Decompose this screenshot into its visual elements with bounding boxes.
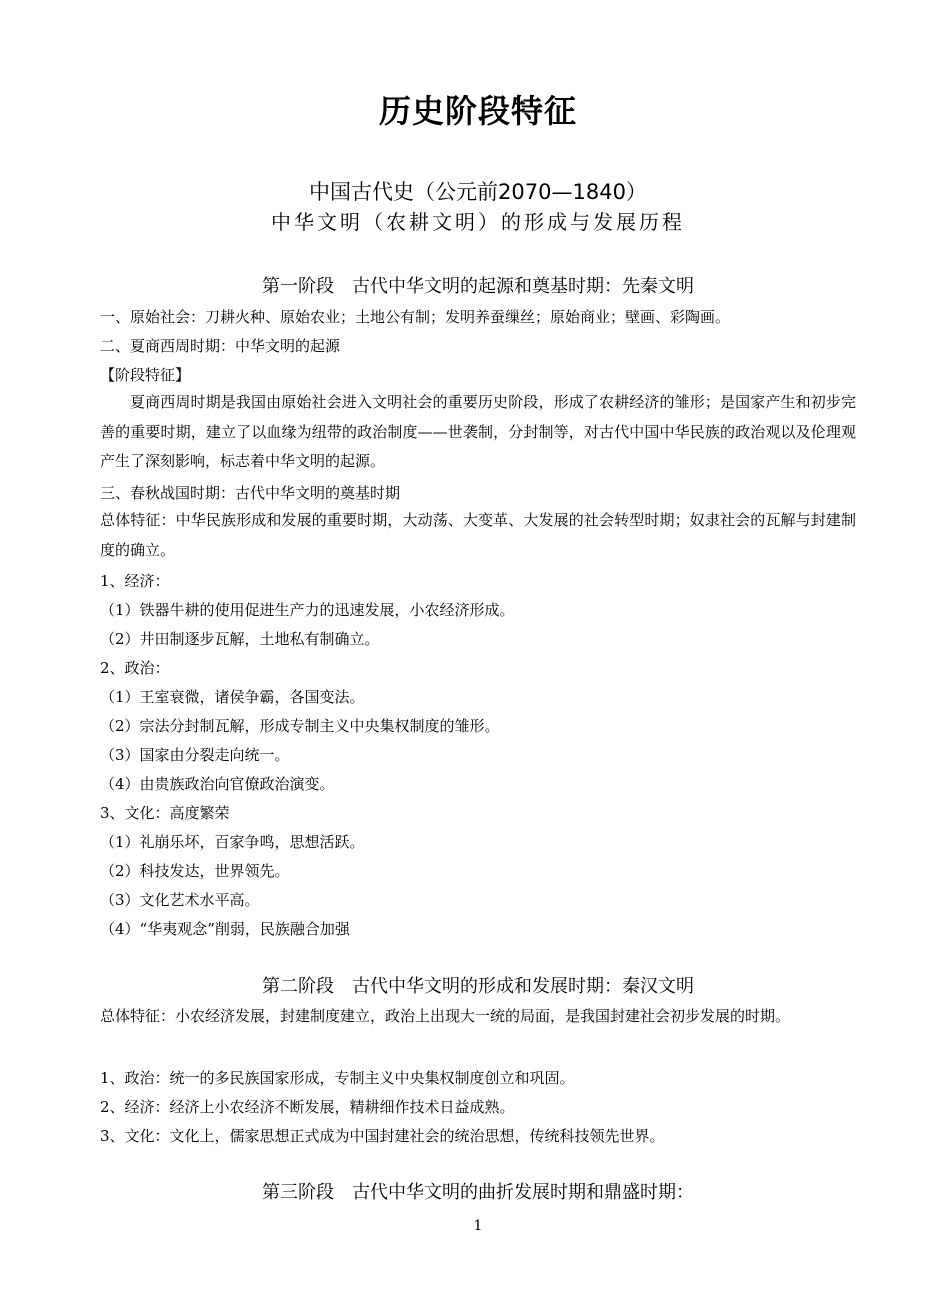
stage1-heading: 第一阶段 古代中华文明的起源和奠基时期：先秦文明 — [262, 276, 694, 297]
list-item: （2）宗法分封制瓦解，形成专制主义中央集权制度的雏形。 — [100, 717, 500, 735]
list-item: 2、经济：经济上小农经济不断发展，精耕细作技术日益成熟。 — [100, 1098, 515, 1116]
document-title: 历史阶段特征 — [378, 92, 577, 130]
page-number: 1 — [473, 1218, 483, 1234]
list-item: （1）礼崩乐坏，百家争鸣，思想活跃。 — [100, 833, 365, 851]
list-item: 3、文化：文化上，儒家思想正式成为中国封建社会的统治思想，传统科技领先世界。 — [100, 1127, 665, 1145]
stage3-heading: 第三阶段 古代中华文明的曲折发展时期和鼎盛时期： — [262, 1182, 694, 1203]
stage-feature-label: 【阶段特征】 — [100, 366, 191, 384]
list-item: （2）井田制逐步瓦解，土地私有制确立。 — [100, 630, 380, 648]
era-heading: 中国古代史（公元前2070—1840） — [309, 180, 647, 204]
list-item: （4）由贵族政治向官僚政治演变。 — [100, 775, 335, 793]
stage2-overall-feature: 总体特征：小农经济发展，封建制度建立，政治上出现大一统的局面，是我国封建社会初步发展的时期。 — [100, 1007, 791, 1025]
culture-label: 3、文化：高度繁荣 — [100, 804, 230, 822]
stage1-overall-feature: 总体特征：中华民族形成和发展的重要时期，大动荡、大变革、大发展的社会转型时期；奴隶社会的瓦解与封建制度的确立。 — [100, 511, 856, 559]
list-item: （1）王室衰微，诸侯争霸，各国变法。 — [100, 688, 365, 706]
era-subheading: 中华文明（农耕文明）的形成与发展历程 — [271, 210, 685, 234]
spring-autumn-heading: 三、春秋战国时期：古代中华文明的奠基时期 — [100, 484, 401, 502]
list-item: （1）铁器牛耕的使用促进生产力的迅速发展，小农经济形成。 — [100, 601, 515, 619]
document-page — [100, 0, 856, 1316]
list-item: 1、政治：统一的多民族国家形成，专制主义中央集权制度创立和巩固。 — [100, 1069, 575, 1087]
economy-label: 1、经济： — [100, 572, 170, 590]
list-item: （3）国家由分裂走向统一。 — [100, 746, 290, 764]
primitive-society-line: 一、原始社会：刀耕火种、原始农业；土地公有制；发明养蚕缫丝；原始商业；壁画、彩陶画。 — [100, 308, 731, 326]
list-item: （3）文化艺术水平高。 — [100, 891, 260, 909]
xia-shang-heading: 二、夏商西周时期：中华文明的起源 — [100, 337, 341, 355]
stage-feature-paragraph: 夏商西周时期是我国由原始社会进入文明社会的重要历史阶段，形成了农耕经济的雏形；是国家产生和初步完善的重要时期，建立了以血缘为纽带的政治制度——世袭制，分封制等，对古代中国中华民族的政治观以及伦理观产生了深刻影响，标志着中华文明的起源。 — [100, 393, 856, 470]
list-item: （2）科技发达，世界领先。 — [100, 862, 290, 880]
stage2-heading: 第二阶段 古代中华文明的形成和发展时期：秦汉文明 — [262, 976, 694, 997]
politics-label: 2、政治： — [100, 659, 170, 677]
list-item: （4）“华夷观念”削弱，民族融合加强 — [100, 920, 350, 938]
